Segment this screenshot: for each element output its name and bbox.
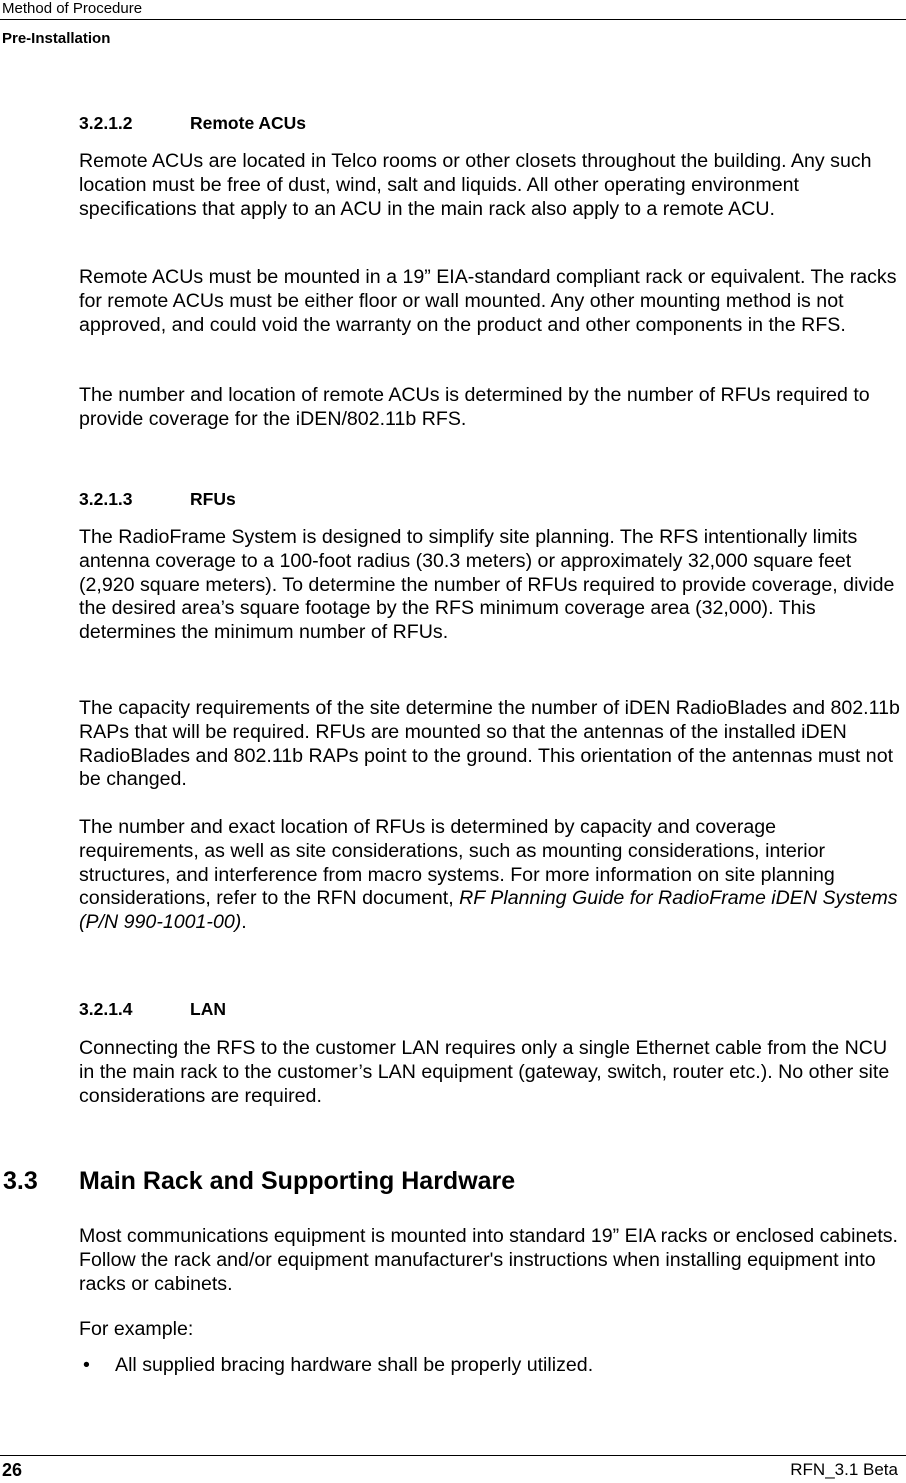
section-heading-rfus [79, 488, 236, 510]
paragraph: The capacity requirements of the site determine the number of iDEN RadioBlades and 802.11b RAPs that will be required. RFUs are mounted so that the antennas of the installed iDEN RadioBlades and 802.11b RAPs point to the ground. This orientation of the antennas must not be changed. [79, 697, 900, 791]
paragraph: Remote ACUs are located in Telco rooms or other closets throughout the building. Any such location must be free of dust, wind, salt and liquids. All other operating environment specifications that apply to an ACU in the main rack also apply to a remote ACU. [79, 150, 872, 220]
list-item [79, 1354, 593, 1378]
section-number: 3.2.1.4 [79, 999, 133, 1019]
section-number: 3.3 [3, 1167, 38, 1195]
list-item-text: All supplied bracing hardware shall be properly utilized. [115, 1354, 594, 1376]
section-title: LAN [190, 999, 226, 1019]
document-id: RFN_3.1 Beta [790, 1460, 898, 1479]
section-heading-main-rack [3, 1166, 515, 1196]
paragraph: The number and location of remote ACUs is determined by the number of RFUs required to provide coverage for the iDEN/802.11b RFS. [79, 384, 870, 430]
paragraph: The RadioFrame System is designed to simplify site planning. The RFS intentionally limits antenna coverage to a 100-foot radius (30.3 meters) or approximately 32,000 square feet (2,920 square meters). To determine the number of RFUs required to provide coverage, divide the desired area’s square footage by the RFS minimum coverage area (32,000). This determines the minimum number of RFUs. [79, 526, 895, 644]
document-reference: RF Planning Guide for RadioFrame iDEN Systems (P/N 990-1001-00) [79, 887, 898, 934]
section-title: Remote ACUs [190, 113, 307, 133]
paragraph: Connecting the RFS to the customer LAN requires only a single Ethernet cable from the NCU in the main rack to the customer’s LAN equipment (gateway, switch, router etc.). No other site considerations are required. [79, 1037, 890, 1107]
paragraph: For example: [79, 1318, 194, 1340]
section-heading-lan [79, 998, 226, 1020]
paragraph-text: The number and exact location of RFUs is determined by capacity and coverage requirements, as well as site considerations, such as mounting considerations, interior structures, and interference from macro systems. For more information on site planning considerations, refer to the RFN document, [79, 816, 835, 910]
page-number: 26 [2, 1460, 23, 1480]
section-title: RFUs [190, 489, 236, 509]
section-number: 3.2.1.2 [79, 113, 133, 133]
paragraph [79, 816, 901, 935]
section-number: 3.2.1.3 [79, 489, 133, 509]
document-title: Method of Procedure [2, 0, 143, 17]
section-heading-remote-acus [79, 112, 306, 134]
paragraph: Remote ACUs must be mounted in a 19” EIA-standard compliant rack or equivalent. The racks for remote ACUs must be either floor or wall mounted. Any other mounting method is not approved, and could void the warranty on the product and other components in the RFS. [79, 266, 897, 336]
paragraph-text: . [241, 911, 247, 934]
section-title: Main Rack and Supporting Hardware [79, 1167, 516, 1195]
chapter-title: Pre-Installation [2, 30, 111, 47]
page-header [0, 0, 906, 20]
paragraph: Most communications equipment is mounted into standard 19” EIA racks or enclosed cabinets. Follow the rack and/or equipment manufacturer's instructions when installing equipment into racks or cabinets. [79, 1225, 899, 1295]
bullet-icon: • [83, 1354, 90, 1376]
footer-divider [0, 1455, 906, 1456]
